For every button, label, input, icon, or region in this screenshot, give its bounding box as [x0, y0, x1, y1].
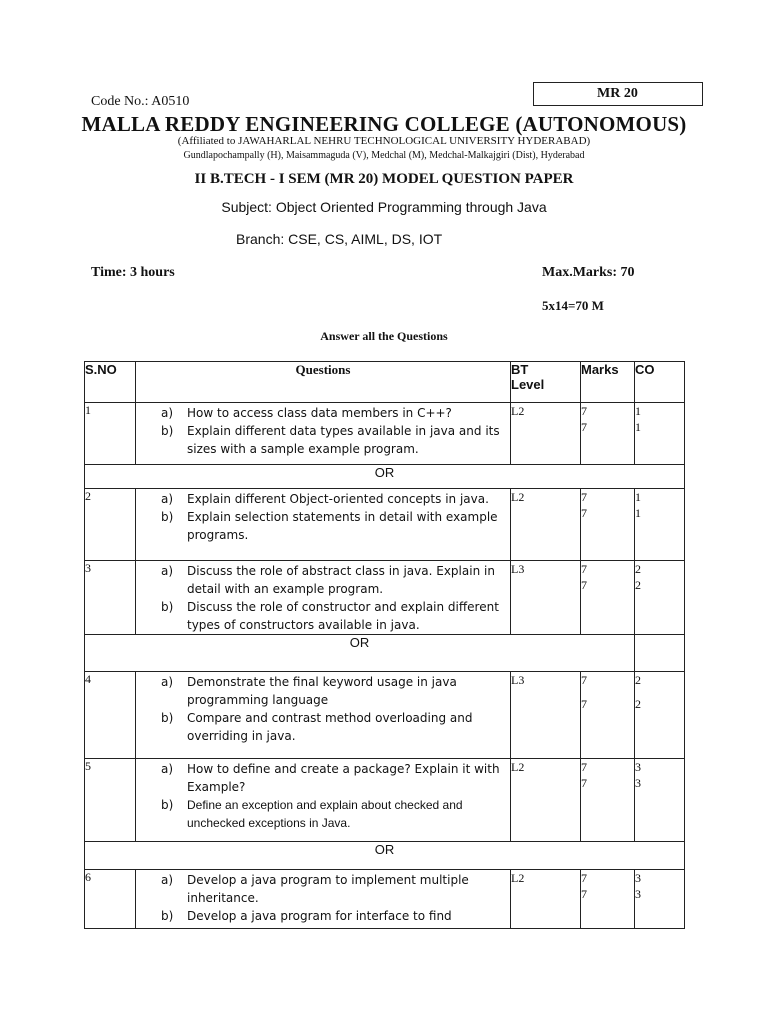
row-bt-level: L3: [511, 672, 581, 759]
question-b-text: Develop a java program for interface to find: [187, 909, 452, 923]
header-questions: Questions: [136, 362, 511, 403]
row-sno: 1: [85, 403, 136, 465]
question-a-label: a): [161, 564, 174, 578]
row-co: [635, 759, 685, 842]
co-a: 1: [635, 404, 641, 418]
marks-a: 7: [581, 760, 587, 774]
row-sno: 3: [85, 561, 136, 635]
regulation-label: MR 20: [597, 86, 638, 101]
or-row-co-cell: [635, 635, 685, 672]
co-a: 1: [635, 490, 641, 504]
question-b-label: b): [161, 510, 174, 524]
marks-a: 7: [581, 673, 587, 687]
question-a: [136, 490, 510, 508]
question-b-text: Compare and contrast method overloading and overriding in java.: [187, 711, 473, 743]
marks-a: 7: [581, 871, 587, 885]
question-a-label: a): [161, 762, 174, 776]
row-questions: [136, 403, 511, 465]
or-separator: OR: [85, 635, 635, 672]
or-separator: OR: [85, 465, 685, 489]
question-a-label: a): [161, 492, 174, 506]
question-table: [84, 361, 685, 929]
marks-split: 5x14=70 M: [542, 298, 604, 313]
table-row: [85, 759, 685, 842]
exam-title: II B.TECH - I SEM (MR 20) MODEL QUESTION PAPER: [194, 171, 574, 187]
marks-a: 7: [581, 490, 587, 504]
question-a: [136, 760, 510, 796]
question-b-label: b): [161, 909, 174, 923]
question-b-text: Explain different data types available in java and its sizes with a sample example program.: [187, 424, 500, 456]
question-b: [136, 709, 510, 745]
row-co: [635, 403, 685, 465]
question-b-label: b): [161, 424, 174, 438]
row-co: [635, 561, 685, 635]
question-a-label: a): [161, 873, 174, 887]
co-b: 3: [635, 887, 641, 901]
or-row: [85, 465, 685, 489]
row-questions: [136, 759, 511, 842]
row-co: [635, 489, 685, 561]
row-marks: [581, 403, 635, 465]
question-b-label: b): [161, 711, 174, 725]
question-b: [136, 796, 510, 832]
table-row: [85, 403, 685, 465]
marks-a: 7: [581, 404, 587, 418]
co-a: 2: [635, 562, 641, 576]
row-marks: [581, 561, 635, 635]
row-bt-level: L2: [511, 489, 581, 561]
marks-b: 7: [581, 578, 587, 592]
or-row: [85, 842, 685, 870]
row-sno: 5: [85, 759, 136, 842]
or-row: [85, 635, 685, 672]
question-b: [136, 508, 510, 544]
question-a-label: a): [161, 406, 174, 420]
row-questions: [136, 561, 511, 635]
co-a: 2: [635, 673, 641, 687]
row-sno: 2: [85, 489, 136, 561]
header-sno: S.NO: [85, 362, 136, 403]
header-marks: Marks: [581, 362, 635, 403]
question-a-text: Discuss the role of abstract class in java. Explain in detail with an example program.: [187, 564, 495, 596]
subject: Subject: Object Oriented Programming through Java: [221, 199, 547, 215]
co-a: 3: [635, 760, 641, 774]
question-a-text: How to access class data members in C++?: [187, 406, 452, 420]
question-a-text: Demonstrate the final keyword usage in java programming language: [187, 675, 457, 707]
affiliation: (Affiliated to JAWAHARLAL NEHRU TECHNOLOGICAL UNIVERSITY HYDERABAD): [177, 135, 591, 147]
question-a-text: Develop a java program to implement multiple inheritance.: [187, 873, 469, 905]
college-name: MALLA REDDY ENGINEERING COLLEGE (AUTONOMOUS): [81, 112, 687, 136]
row-marks: [581, 672, 635, 759]
code-number: Code No.: A0510: [91, 94, 190, 109]
header-bt-level: [511, 362, 581, 403]
row-bt-level: L2: [511, 870, 581, 929]
row-marks: [581, 759, 635, 842]
row-questions: [136, 672, 511, 759]
question-a: [136, 404, 510, 422]
marks-b: 7: [581, 506, 587, 520]
table-row: [85, 672, 685, 759]
exam-time: Time: 3 hours: [91, 265, 175, 280]
instruction: Answer all the Questions: [320, 329, 448, 343]
or-separator: OR: [85, 842, 685, 870]
question-a: [136, 871, 510, 907]
question-a: [136, 562, 510, 598]
question-b-label: b): [161, 600, 174, 614]
marks-b: 7: [581, 776, 587, 790]
table-row: [85, 870, 685, 929]
row-co: [635, 672, 685, 759]
row-questions: [136, 489, 511, 561]
co-b: 2: [635, 697, 641, 711]
row-bt-level: L2: [511, 759, 581, 842]
question-b-label: b): [161, 798, 174, 812]
branch: Branch: CSE, CS, AIML, DS, IOT: [236, 231, 443, 247]
address: Gundlapochampally (H), Maisammaguda (V), Medchal (M), Medchal-Malkajgiri (Dist), Hyderabad: [183, 150, 585, 161]
question-a-text: How to define and create a package? Explain it with Example?: [187, 762, 500, 794]
question-b: [136, 907, 510, 925]
header-bt-line1: BT: [511, 362, 529, 377]
question-b: [136, 422, 510, 458]
row-bt-level: L3: [511, 561, 581, 635]
co-b: 1: [635, 420, 641, 434]
marks-b: 7: [581, 887, 587, 901]
max-marks: Max.Marks: 70: [542, 265, 635, 280]
question-a: [136, 673, 510, 709]
question-a-text: Explain different Object-oriented concepts in java.: [187, 492, 489, 506]
question-b: [136, 598, 510, 634]
co-a: 3: [635, 871, 641, 885]
question-b-text: Define an exception and explain about checked and unchecked exceptions in Java.: [187, 798, 463, 830]
row-co: [635, 870, 685, 929]
regulation-box: [533, 82, 703, 106]
row-questions: [136, 870, 511, 929]
marks-a: 7: [581, 562, 587, 576]
question-b-text: Discuss the role of constructor and explain different types of constructors available in java.: [187, 600, 499, 632]
question-a-label: a): [161, 675, 174, 689]
marks-b: 7: [581, 697, 587, 711]
table-header-row: [85, 362, 685, 403]
header-co: CO: [635, 362, 685, 403]
row-marks: [581, 489, 635, 561]
co-b: 1: [635, 506, 641, 520]
table-row: [85, 489, 685, 561]
co-b: 2: [635, 578, 641, 592]
marks-b: 7: [581, 420, 587, 434]
row-marks: [581, 870, 635, 929]
row-sno: 6: [85, 870, 136, 929]
header-bt-line2: Level: [511, 377, 545, 392]
row-bt-level: L2: [511, 403, 581, 465]
row-sno: 4: [85, 672, 136, 759]
table-row: [85, 561, 685, 635]
co-b: 3: [635, 776, 641, 790]
question-b-text: Explain selection statements in detail with example programs.: [187, 510, 498, 542]
